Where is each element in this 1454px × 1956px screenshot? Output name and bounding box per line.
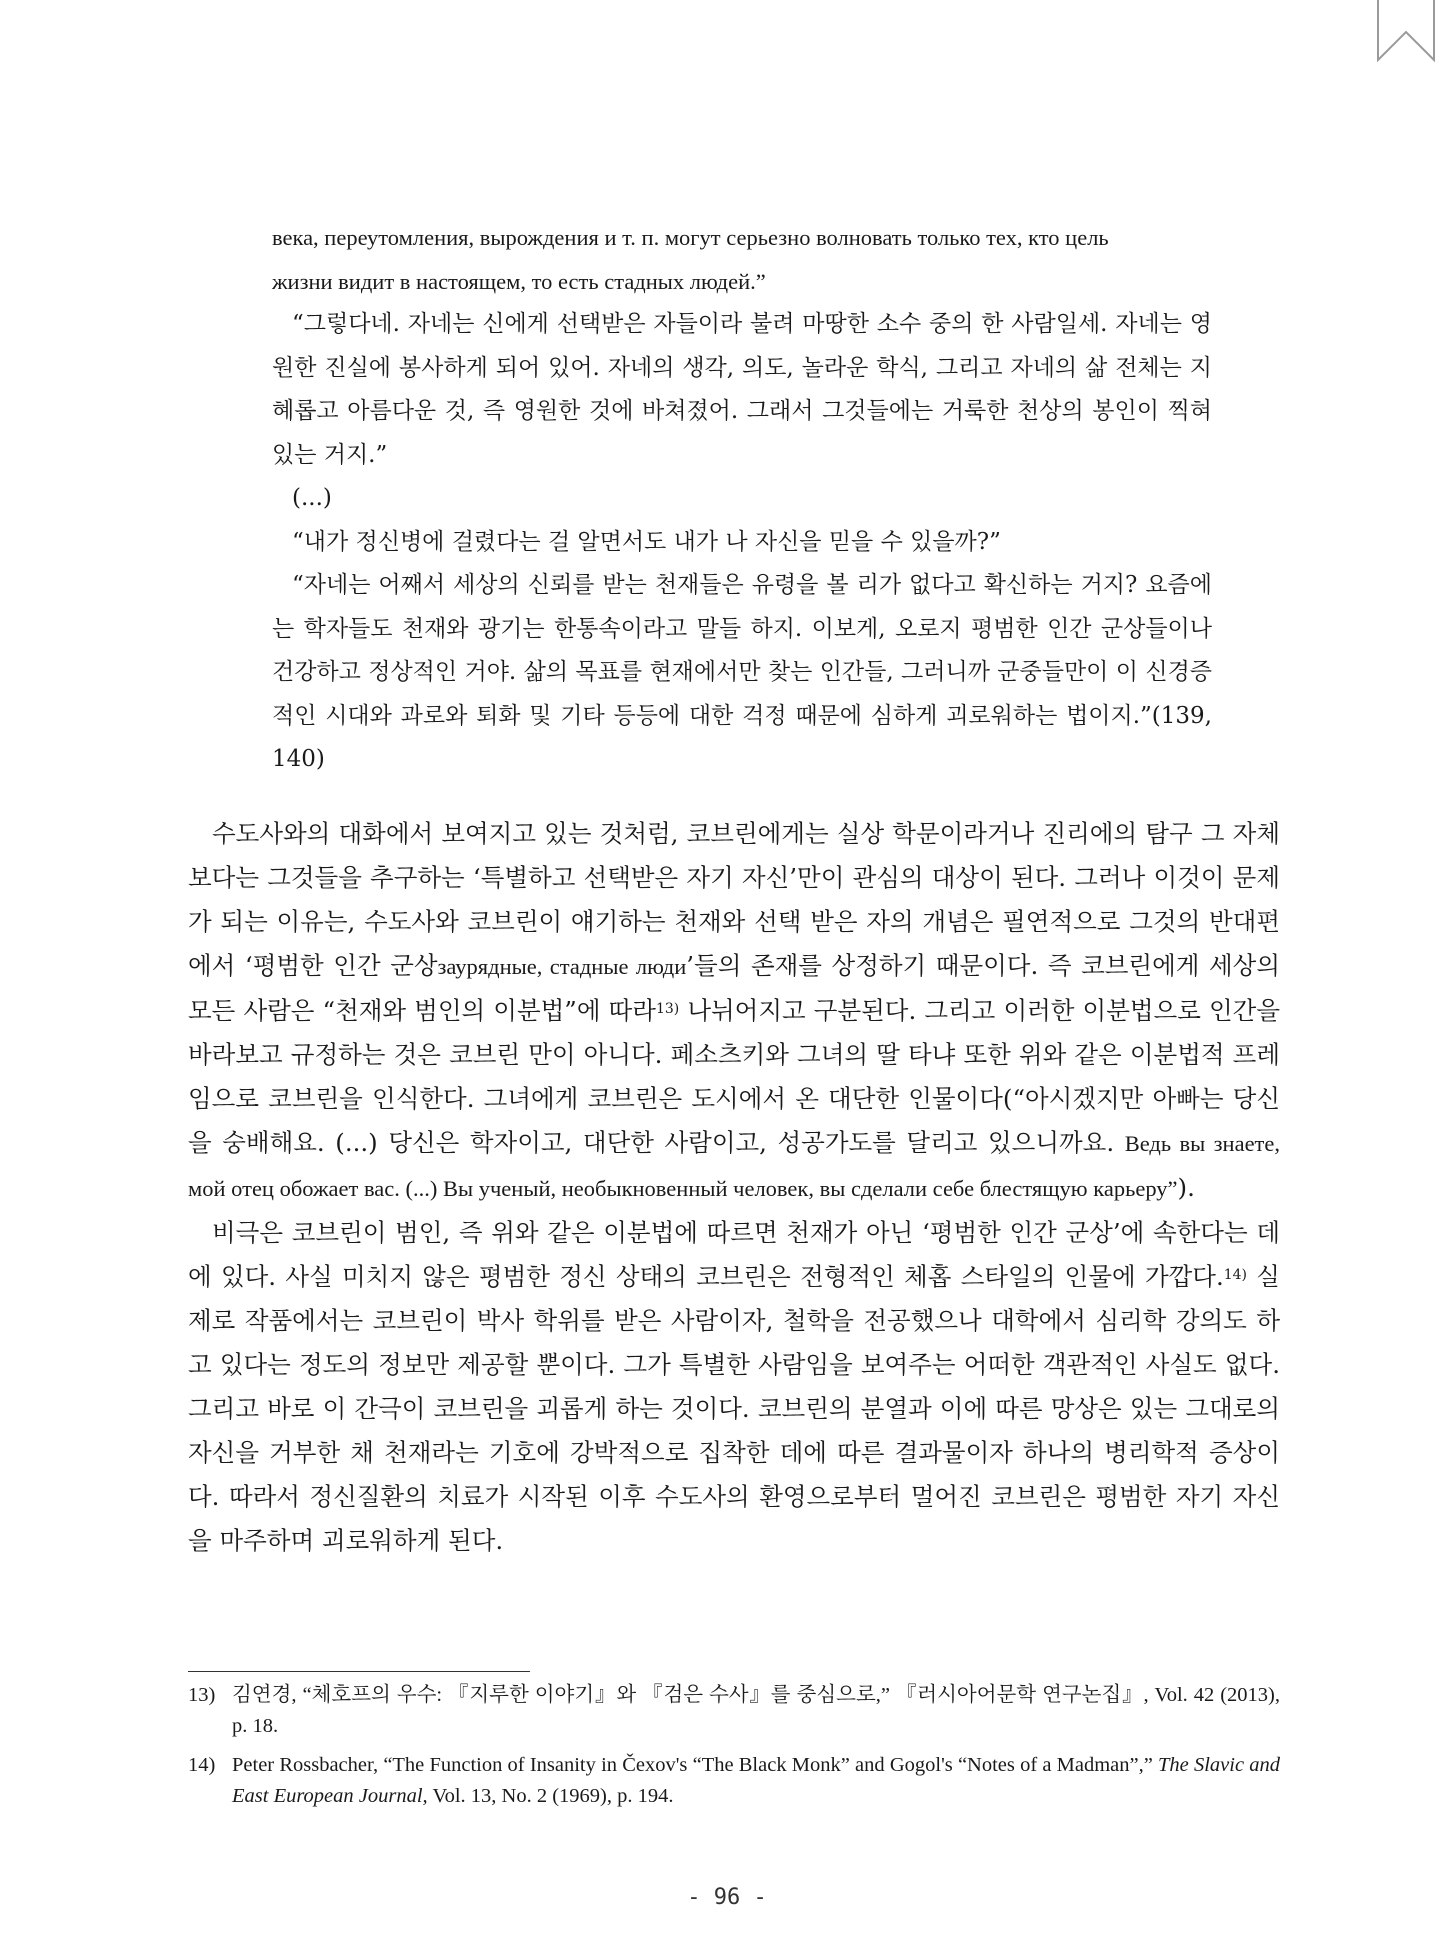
block-quote [272,216,1212,782]
footnote-journal-title: The Slavic and East European Journal, [232,1754,1280,1807]
footnote-ref-13[interactable]: 13) [655,1001,680,1017]
body-text [188,812,1280,1563]
quote-russian-line-1: века, переутомления, вырождения и т. п. могут серьезно волновать только тех, кто цель [272,225,1109,250]
footnote-13 [188,1680,1280,1742]
body-paragraph-1-part-d: ). [1177,1173,1195,1202]
body-paragraph-1-part-c: 나뉘어지고 구분된다. 그리고 이러한 이분법으로 인간을 바라보고 규정하는 것은 코브린 만이 아니다. 페소츠키와 그녀의 딸 타냐 또한 위와 같은 이분법적 프레임으로 코브린을 인식한다. 그녀에게 코브린은 도시에서 온 대단한 인물이다(“아시겠지만 아빠는 당신을 숭배해요. (...) 당신은 학자이고, 대단한 사람이고, 성공가도를 달리고 있으니까요. [188,996,1280,1157]
bookmark-icon[interactable] [1376,0,1436,62]
footnotes [188,1680,1280,1820]
footnote-text-part-a: 김연경, “체호프의 우수: 『지루한 이야기』와 『검은 수사』를 중심으로,” 『러시아어문학 연구논집』, Vol. 42 (2013), p. 18. [232,1684,1280,1737]
body-paragraph-1 [188,812,1280,1211]
footnote-text-part-a: Peter Rossbacher, “The Function of Insanity in Čexov's “The Black Monk” and Gogol's “Notes of a Madman”,” [232,1754,1159,1776]
page-number: - 96 - [687,1885,767,1910]
footnote-number: 14) [188,1754,216,1776]
footnote-ref-14[interactable]: 14) [1223,1267,1248,1283]
footnote-text [232,1750,1280,1812]
quote-ellipsis: (...) [292,485,332,511]
body-paragraph-2 [188,1211,1280,1563]
quote-russian-line-2: жизни видит в настоящем, то есть стадных людей.” [272,268,766,294]
footnote-text-part-b: Vol. 13, No. 2 (1969), p. 194. [427,1785,674,1807]
quote-paragraph-2: “내가 정신병에 걸렸다는 걸 알면서도 내가 나 자신을 믿을 수 있을까?” [292,528,1001,555]
footnote-divider [188,1671,530,1672]
russian-inline-quote: Ведь вы знаете, мой отец обожает вас. (...) Вы ученый, необыкновенный человек, вы сделали себе блестящую карьеру” [188,1131,1280,1201]
russian-inline-phrase: заурядные, стадные люди [437,954,687,979]
quote-paragraph-1: “그렇다네. 자네는 신에게 선택받은 자들이라 불려 마땅한 소수 중의 한 사람일세. 자네는 영원한 진실에 봉사하게 되어 있어. 자네의 생각, 의도, 놀라운 학식, 그리고 자네의 삶 전체는 지혜롭고 아름다운 것, 즉 영원한 것에 바쳐졌어. 그래서 그것들에는 거룩한 천상의 봉인이 찍혀 있는 거지.” [272,311,1212,468]
footnote-14 [188,1750,1280,1812]
body-paragraph-1-part-a: 수도사와의 대화에서 보여지고 있는 것처럼, 코브린에게는 실상 학문이라거나 진리에의 탐구 그 자체보다는 그것들을 추구하는 ‘특별하고 선택받은 자기 자신’만이 관심의 대상이 된다. 그러나 이것이 문제가 되는 이유는, 수도사와 코브린이 얘기하는 천재와 선택 받은 자의 개념은 필연적으로 그것의 반대편에서 ‘평범한 인간 군상 [188,819,1280,980]
body-paragraph-2-part-b: 실제로 작품에서는 코브린이 박사 학위를 받은 사람이자, 철학을 전공했으나 대학에서 심리학 강의도 하고 있다는 정도의 정보만 제공할 뿐이다. 그가 특별한 사람임을 보여주는 어떠한 객관적인 사실도 없다. 그리고 바로 이 간극이 코브린을 괴롭게 하는 것이다. 코브린의 분열과 이에 따른 망상은 있는 그대로의 자신을 거부한 채 천재라는 기호에 강박적으로 집착한 데에 따른 결과물이자 하나의 병리학적 증상이다. 따라서 정신질환의 치료가 시작된 이후 수도사의 환영으로부터 멀어진 코브린은 평범한 자기 자신을 마주하며 괴로워하게 된다. [188,1262,1280,1555]
body-paragraph-1-part-b: ’들의 존재를 상정하기 때문이다. 즉 코브린에게 세상의 모든 사람은 “천재와 범인의 이분법”에 따라 [188,951,1280,1025]
quote-paragraph-3: “자네는 어째서 세상의 신뢰를 받는 천재들은 유령을 볼 리가 없다고 확신하는 거지? 요즘에는 학자들도 천재와 광기는 한통속이라고 말들 하지. 이보게, 오로지 평범한 인간 군상들이나 건강하고 정상적인 거야. 삶의 목표를 현재에서만 찾는 인간들, 그러니까 군중들만이 이 신경증적인 시대와 과로와 퇴화 및 기타 등등에 대한 걱정 때문에 심하게 괴로워하는 법이지.”(139, 140) [272,572,1212,772]
footnote-text [232,1680,1280,1742]
body-paragraph-2-part-a: 비극은 코브린이 범인, 즉 위와 같은 이분법에 따르면 천재가 아닌 ‘평범한 인간 군상’에 속한다는 데에 있다. 사실 미치지 않은 평범한 정신 상태의 코브린은 전형적인 체홉 스타일의 인물에 가깝다. [188,1218,1280,1291]
footnote-number: 13) [188,1684,216,1706]
